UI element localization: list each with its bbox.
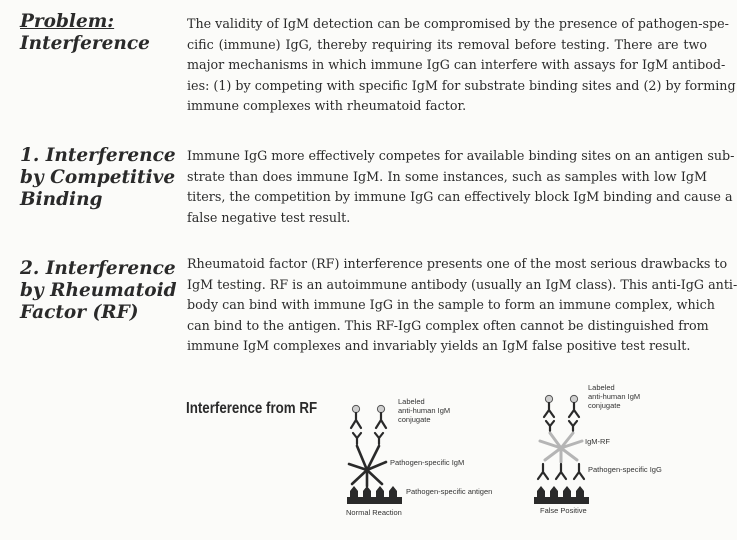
normal-reaction-caption: Normal Reaction	[346, 508, 402, 517]
igg-label: Pathogen-specific IgG	[588, 465, 662, 474]
conjugate-antibody-icon	[544, 395, 554, 417]
heading-line: Interference	[20, 33, 150, 54]
conjugate-antibody-icon	[376, 405, 386, 428]
text-line: can bind to the antigen. This RF-IgG complex often cannot be distinguished from	[187, 317, 709, 333]
text-line: major mechanisms in which immune IgG can interfere with assays for IgM antibod-	[187, 57, 726, 72]
antigen-label: Pathogen-specific antigen	[406, 487, 493, 496]
text-line: Immune IgG more effectively competes for available binding sites on an antigen sub-	[187, 148, 735, 163]
text-line: titers, the competition by immune IgG can effectively block IgM binding and cause a	[187, 189, 733, 204]
heading-line: Binding	[20, 189, 103, 210]
competitive-binding-heading	[20, 145, 176, 211]
conjugate-label: anti-human IgM	[398, 406, 451, 415]
conjugate-label: conjugate	[588, 401, 621, 410]
text-line: cific (immune) IgG, thereby requiring its removal before testing. There are two	[187, 36, 707, 52]
conjugate-label: Labeled	[398, 397, 425, 406]
conjugate-label: conjugate	[398, 415, 431, 424]
false-positive-caption: False Positive	[540, 506, 587, 515]
heading-line: 2. Interference	[20, 258, 176, 279]
bound-conjugate-icon	[375, 433, 383, 444]
igm-rf-icon	[540, 433, 582, 462]
heading-line: by Competitive	[20, 167, 176, 188]
text-line: Rheumatoid factor (RF) interference presents one of the most serious drawbacks to	[187, 256, 728, 271]
conjugate-antibody-icon	[569, 395, 579, 417]
antigen-icon	[347, 486, 402, 504]
bound-conjugate-icon	[546, 421, 554, 431]
igm-label: Pathogen-specific IgM	[390, 458, 465, 467]
heading-line: 1. Interference	[20, 145, 176, 166]
text-line: immune IgM complexes and invariably yields an IgM false positive test result.	[187, 338, 691, 353]
heading-line: Factor (RF)	[20, 302, 139, 323]
text-line: strate than does immune IgM. In some instances, such as samples with low IgM	[187, 168, 707, 184]
text-line: immune complexes with rheumatoid factor.	[187, 98, 467, 113]
bound-conjugate-icon	[353, 433, 361, 444]
normal-reaction-diagram	[340, 0, 493, 540]
conjugate-label: Labeled	[588, 383, 615, 392]
bound-conjugate-icon	[569, 421, 577, 431]
igm-rf-label: IgM-RF	[585, 437, 610, 446]
false-positive-diagram	[528, 0, 668, 540]
conjugate-label: anti-human IgM	[588, 392, 641, 401]
text-line: ies: (1) by competing with specific IgM for substrate binding sites and (2) by forming	[187, 77, 736, 93]
heading-line: by Rheumatoid	[20, 280, 177, 301]
problem-heading	[20, 11, 150, 55]
text-line: false negative test result.	[187, 209, 351, 225]
text-line: body can bind with immune IgG in the sample to form an immune complex, which	[187, 297, 715, 312]
igm-pentamer-icon	[349, 446, 386, 486]
antigen-icon	[534, 486, 589, 504]
text-line: IgM testing. RF is an autoimmune antibody (usually an IgM class). This anti-IgG anti-	[187, 276, 737, 292]
text-line: The validity of IgM detection can be compromised by the presence of pathogen-spe-	[187, 16, 729, 31]
figure-title: Interference from RF	[186, 400, 318, 417]
conjugate-antibody-icon	[351, 405, 361, 428]
rheumatoid-factor-heading	[20, 258, 177, 324]
igg-antibody-icon	[538, 464, 584, 479]
heading-line: Problem:	[20, 11, 115, 32]
